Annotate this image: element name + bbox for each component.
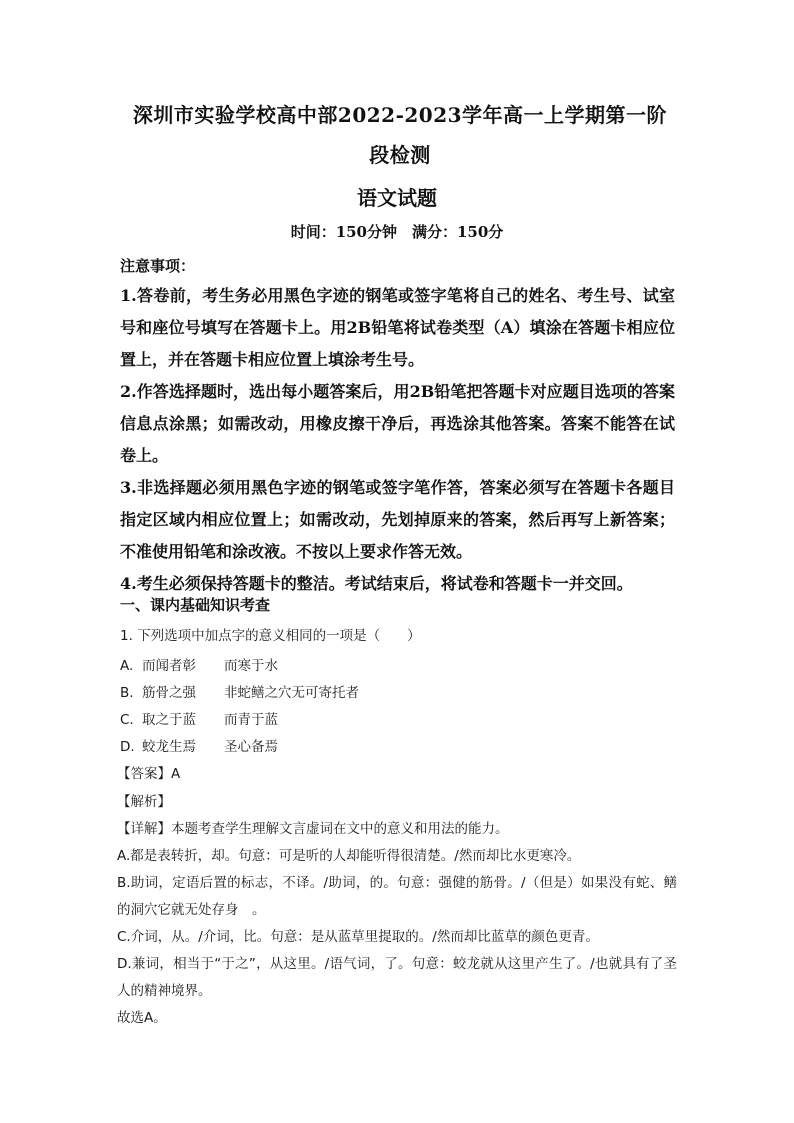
- exam-title-line1: 深圳市实验学校高中部2022-2023学年高一上学期第一阶: [132, 103, 668, 127]
- option-letter: A.: [120, 658, 134, 674]
- note-item: 4.考生必须保持答题卡的整洁。考试结束后，将试卷和答题卡一并交回。: [120, 574, 633, 593]
- question-stem: 1. 下列选项中加点字的意义相同的一项是（ ）: [120, 628, 421, 644]
- answer-label: 【答案】A: [117, 766, 181, 782]
- notes-list: [120, 280, 675, 600]
- option-second: 而寒于水: [224, 658, 278, 674]
- option-letter: C.: [120, 712, 134, 728]
- note-item: 2.作答选择题时，选出每小题答案后，用2B铅笔把答题卡对应题目选项的答案信息点涂黑；如需改动，用橡皮擦干净后，再选涂其他答案。答案不能答在试卷上。: [120, 382, 675, 465]
- option-letter: D.: [120, 739, 135, 755]
- notes-heading: 注意事项：: [120, 257, 196, 275]
- option-first: 取之于蓝: [142, 712, 196, 728]
- section-heading: 一、课内基础知识考查: [120, 596, 271, 614]
- exam-title-line2: 段检测: [369, 143, 431, 167]
- option-second: 而青于蓝: [224, 712, 278, 728]
- time-and-score: 时间：150分钟 满分：150分: [290, 223, 504, 241]
- detail-line: 故选A。: [117, 1010, 167, 1026]
- option-c: [120, 708, 675, 728]
- option-d: [120, 735, 675, 755]
- analysis-detail: [117, 816, 677, 1032]
- detail-line: 【详解】本题考查学生理解文言虚词在文中的意义和用法的能力。: [117, 821, 509, 837]
- option-b: [120, 681, 675, 701]
- analysis-label: 【解析】: [117, 794, 171, 810]
- option-second: 非蛇鳝之穴无可寄托者: [224, 685, 359, 701]
- option-a: [120, 654, 675, 674]
- detail-line: B.助词，定语后置的标志，不译。/助词，的。句意：强健的筋骨。/（但是）如果没有蛇、鳝的洞穴它就无处存身 。: [117, 875, 677, 918]
- option-first: 蛟龙生焉: [142, 739, 196, 755]
- option-first: 筋骨之强: [142, 685, 196, 701]
- note-item: 3.非选择题必须用黑色字迹的钢笔或签字笔作答，答案必须写在答题卡各题目指定区域内相应位置上；如需改动，先划掉原来的答案，然后再写上新答案；不准使用铅笔和涂改液。不按以上要求作答无效。: [120, 478, 675, 561]
- detail-line: C.介词，从。/介词，比。句意：是从蓝草里提取的。/然而却比蓝草的颜色更青。: [117, 929, 599, 945]
- detail-line: D.兼词，相当于“于之”，从这里。/语气词，了。句意：蛟龙就从这里产生了。/也就具有了圣人的精神境界。: [117, 956, 677, 999]
- note-item: 1.答卷前，考生务必用黑色字迹的钢笔或签字笔将自己的姓名、考生号、试室号和座位号填写在答题卡上。用2B铅笔将试卷类型（A）填涂在答题卡相应位置上，并在答题卡相应位置上填涂考生号。: [120, 286, 675, 369]
- option-first: 而闻者彰: [142, 658, 196, 674]
- option-second: 圣心备焉: [224, 739, 278, 755]
- exam-subject: 语文试题: [357, 186, 437, 210]
- option-letter: B.: [120, 685, 134, 701]
- detail-line: A.都是表转折，却。句意：可是听的人却能听得很清楚。/然而却比水更寒冷。: [117, 848, 581, 864]
